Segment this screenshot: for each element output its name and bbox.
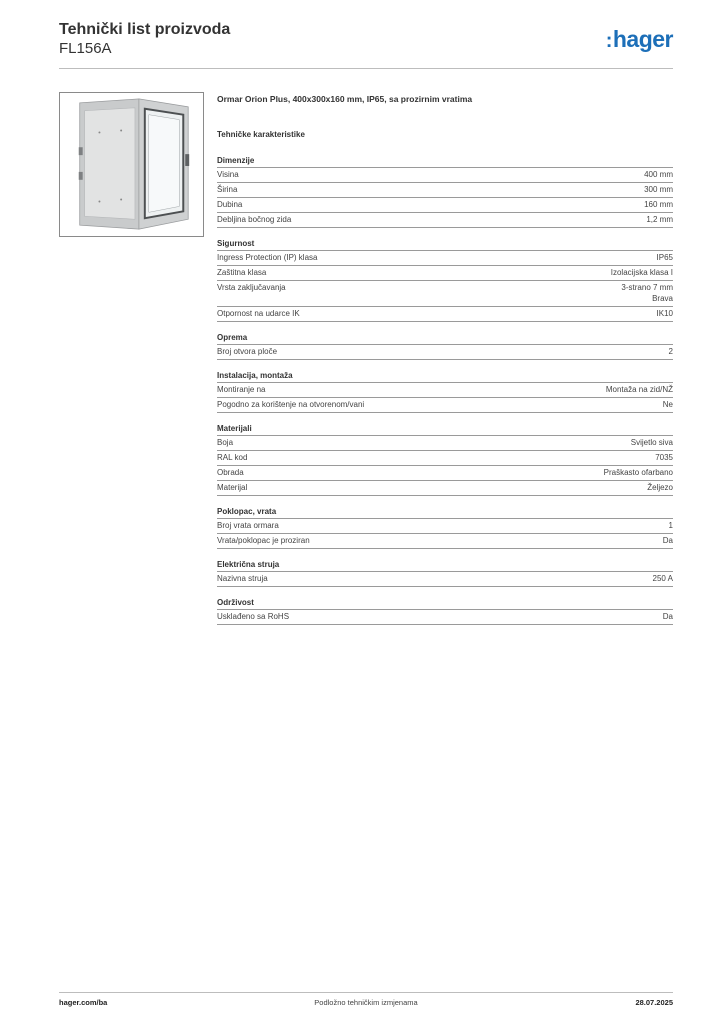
spec-row [217,534,673,549]
spec-group [217,422,673,496]
spec-value-line: Izolacijska klasa I [610,268,673,277]
spec-row [217,519,673,534]
spec-value [663,535,673,546]
spec-value-line: Da [662,536,673,545]
hager-logo [606,26,673,53]
document-title: Tehnički list proizvoda [59,21,231,38]
spec-group-title: Instalacija, montaža [217,369,673,383]
spec-value [604,467,673,478]
footer-website: hager.com/ba [59,998,108,1007]
spec-row [217,307,673,322]
spec-value [644,199,673,210]
spec-value-line: 3-strano 7 mm [621,283,673,292]
spec-value-line: IK10 [656,309,673,318]
spec-value [669,346,673,357]
spec-label: Materijal [217,483,248,492]
spec-group-title: Oprema [217,331,673,345]
spec-value-line: 300 mm [644,185,673,194]
spec-value-line: Da [662,612,673,621]
spec-value-line: Željezo [647,483,673,492]
spec-value-line: 160 mm [644,200,673,209]
spec-value [644,169,673,180]
spec-row [217,281,673,307]
spec-label: Ingress Protection (IP) klasa [217,253,318,262]
spec-label: Montiranje na [217,385,266,394]
logo-text: hager [612,26,673,52]
spec-group [217,558,673,587]
spec-value [657,252,673,263]
spec-value-line: 7035 [655,453,673,462]
spec-label: Broj otvora ploče [217,347,278,356]
spec-value-line: 1,2 mm [646,215,673,224]
spec-label: RAL kod [217,453,248,462]
spec-value [631,437,673,448]
spec-group [217,505,673,549]
spec-group [217,369,673,413]
spec-row [217,451,673,466]
spec-row [217,436,673,451]
spec-label: Vrsta zaključavanja [217,283,286,292]
spec-value [663,611,673,622]
spec-group-title: Električna struja [217,558,673,572]
logo-mark: : [605,30,612,52]
spec-row [217,398,673,413]
spec-label: Vrata/poklopac je proziran [217,536,310,545]
enclosure-cabinet-image [59,92,204,237]
spec-label: Debljina bočnog zida [217,215,292,224]
spec-value [657,308,673,319]
spec-value-line: 2 [668,347,673,356]
spec-label: Zaštitna klasa [217,268,267,277]
spec-value-line: 1 [668,521,673,530]
spec-row [217,213,673,228]
spec-row [217,168,673,183]
spec-value [669,520,673,531]
spec-label: Pogodno za korištenje na otvorenom/vani [217,400,365,409]
spec-group-title: Poklopac, vrata [217,505,673,519]
spec-value [621,282,673,304]
spec-value [644,184,673,195]
spec-label: Usklađeno sa RoHS [217,612,290,621]
product-code: FL156A [59,40,112,57]
spec-value [663,399,673,410]
spec-group-title: Dimenzije [217,154,673,168]
spec-value [647,482,673,493]
spec-value [611,267,673,278]
spec-value-line: Ne [662,400,673,409]
spec-value [653,573,673,584]
spec-value [606,384,673,395]
spec-row [217,383,673,398]
spec-groups [217,154,673,625]
product-name: Ormar Orion Plus, 400x300x160 mm, IP65, sa prozirnim vratima [217,94,473,104]
spec-label: Nazivna struja [217,574,268,583]
document-header [59,20,673,58]
spec-label: Visina [217,170,239,179]
footer-divider [59,992,673,993]
spec-label: Dubina [217,200,243,209]
spec-row [217,345,673,360]
spec-value [655,452,673,463]
spec-label: Boja [217,438,234,447]
spec-group [217,154,673,228]
spec-label: Broj vrata ormara [217,521,279,530]
spec-group-title: Sigurnost [217,237,673,251]
spec-row [217,266,673,281]
spec-row [217,198,673,213]
header-divider [59,68,673,69]
spec-value [646,214,673,225]
spec-value-line: IP65 [656,253,673,262]
spec-value-line: Svijetlo siva [630,438,673,447]
spec-label: Obrada [217,468,244,477]
spec-value-line: Praškasto ofarbano [603,468,673,477]
spec-group-title: Održivost [217,596,673,610]
specifications-panel [217,92,673,634]
spec-row [217,251,673,266]
spec-label: Širina [217,185,238,194]
footer-date: 28.07.2025 [635,998,673,1007]
spec-row [217,183,673,198]
spec-group [217,331,673,360]
spec-value-line: 400 mm [644,170,673,179]
spec-value-line: Montaža na zid/NŽ [605,385,673,394]
spec-row [217,481,673,496]
specs-heading: Tehničke karakteristike [217,130,305,139]
spec-row [217,610,673,625]
spec-value-line: Brava [652,294,673,303]
spec-group-title: Materijali [217,422,673,436]
spec-group [217,237,673,322]
spec-row [217,572,673,587]
footer-notice: Podložno tehničkim izmjenama [314,998,418,1007]
spec-group [217,596,673,625]
spec-label: Otpornost na udarce IK [217,309,300,318]
spec-row [217,466,673,481]
spec-value-line: 250 A [652,574,673,583]
